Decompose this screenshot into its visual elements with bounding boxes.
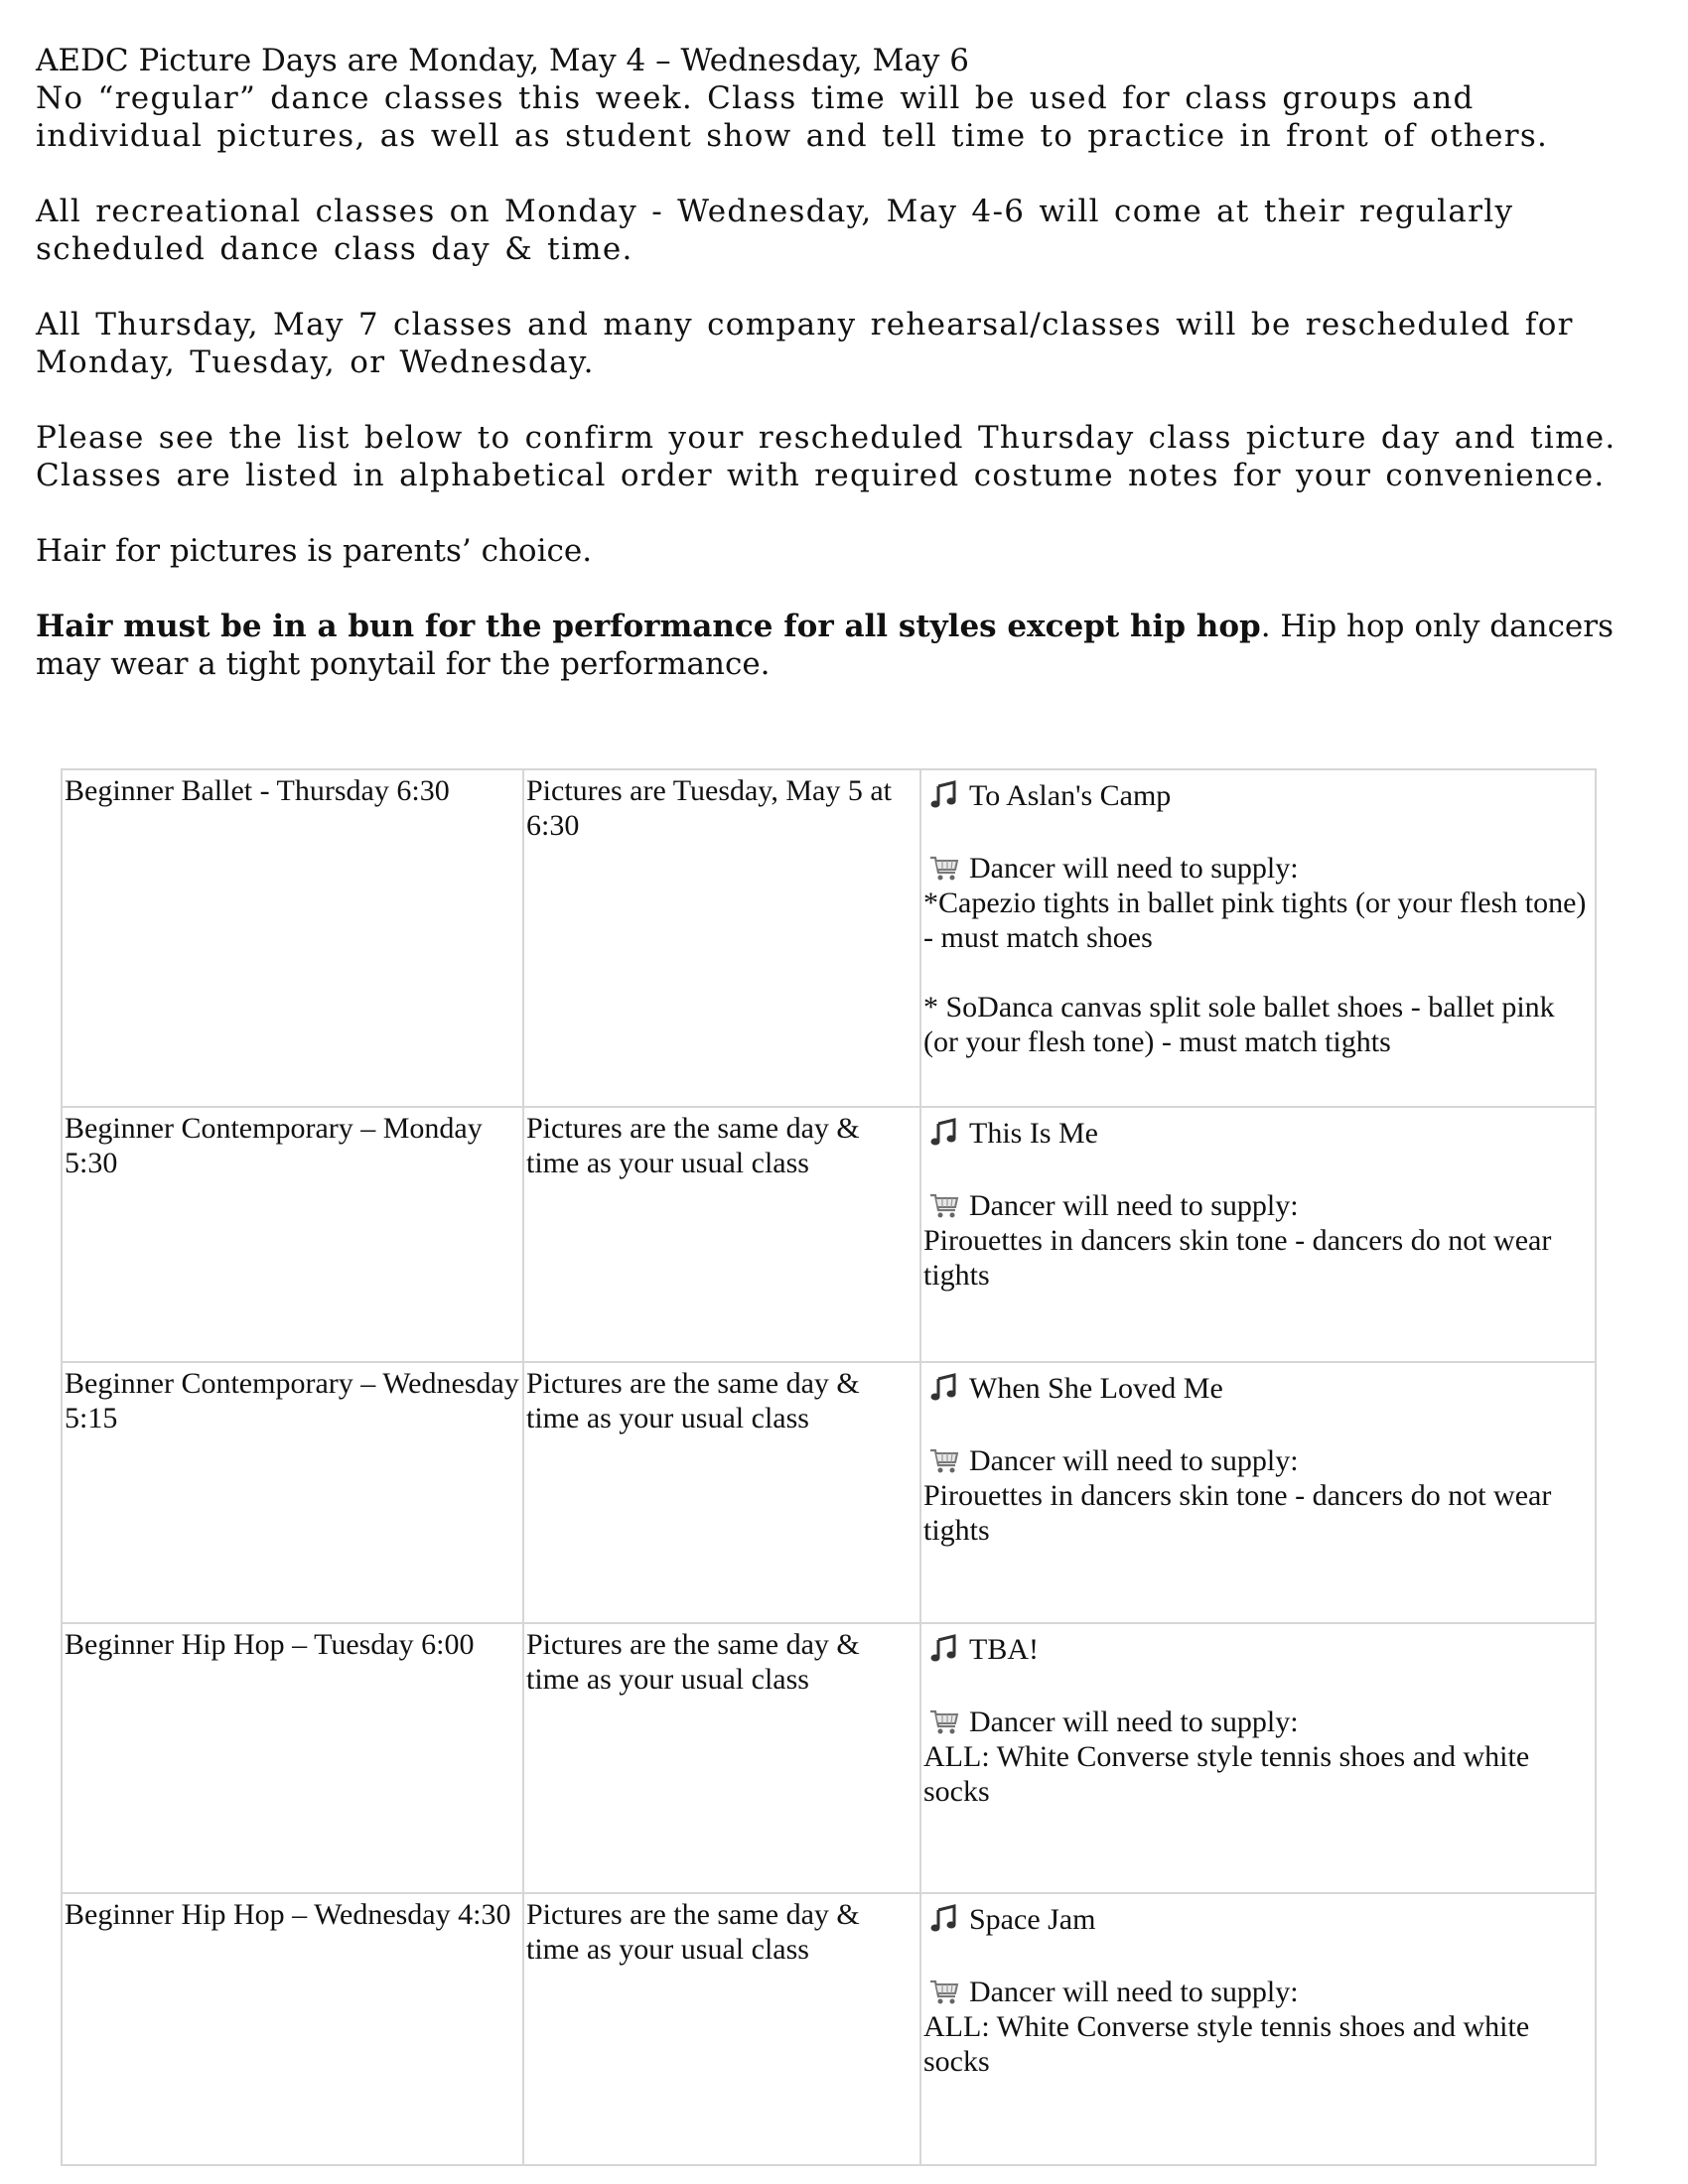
music-note-icon bbox=[929, 1904, 959, 1934]
shopping-cart-icon bbox=[929, 1977, 959, 2006]
song-title: TBA! bbox=[969, 1633, 1039, 1666]
class-name-cell bbox=[62, 1623, 523, 1893]
hair-note bbox=[36, 608, 1654, 683]
table-row bbox=[62, 1893, 1596, 2165]
supply-line bbox=[923, 1443, 1593, 1478]
intro-paragraph-4: Please see the list below to confirm your rescheduled Thursday class picture day and time. Classes are listed in alphabetical order with required costume notes for your convenience. bbox=[36, 420, 1617, 493]
supply-item: ALL: White Converse style tennis shoes and white socks bbox=[923, 1740, 1530, 1808]
costume-notes-cell bbox=[920, 1362, 1596, 1623]
title-line: AEDC Picture Days are Monday, May 4 – Wednesday, May 6 bbox=[36, 43, 969, 78]
supply-item: Pirouettes in dancers skin tone - dancers do not wear tights bbox=[923, 1224, 1552, 1292]
picture-time: Pictures are the same day & time as your usual class bbox=[526, 1112, 860, 1179]
supply-item: ALL: White Converse style tennis shoes and white socks bbox=[923, 2010, 1530, 2078]
intro-paragraph-2: All recreational classes on Monday - Wednesday, May 4-6 will come at their regularly scheduled dance class day & time. bbox=[36, 194, 1514, 267]
song-title: Space Jam bbox=[969, 1903, 1096, 1936]
song-title: This Is Me bbox=[969, 1117, 1098, 1150]
hair-note-rest: . Hip hop only dancers may wear a tight ponytail for the performance. bbox=[36, 609, 1615, 682]
table-row bbox=[62, 769, 1596, 1107]
picture-time: Pictures are Tuesday, May 5 at 6:30 bbox=[526, 774, 892, 842]
intro-text bbox=[36, 42, 1654, 683]
costume-notes-cell bbox=[920, 1623, 1596, 1893]
class-name-cell bbox=[62, 1893, 523, 2165]
table-row bbox=[62, 1107, 1596, 1362]
supply-item: Pirouettes in dancers skin tone - dancers do not wear tights bbox=[923, 1479, 1552, 1547]
supply-item: *Capezio tights in ballet pink tights (or your flesh tone) - must match shoes bbox=[923, 887, 1587, 954]
supply-label: Dancer will need to supply: bbox=[969, 1444, 1299, 1477]
shopping-cart-icon bbox=[929, 1445, 959, 1475]
supply-line bbox=[923, 1188, 1593, 1223]
costume-notes-cell bbox=[920, 1893, 1596, 2165]
class-schedule-table bbox=[61, 768, 1597, 2166]
supply-label: Dancer will need to supply: bbox=[969, 1706, 1299, 1738]
costume-notes-cell bbox=[920, 769, 1596, 1107]
song-line bbox=[923, 778, 1593, 813]
song-title: To Aslan's Camp bbox=[969, 779, 1172, 812]
costume-notes-cell bbox=[920, 1107, 1596, 1362]
supply-line bbox=[923, 851, 1593, 886]
class-name-cell bbox=[62, 769, 523, 1107]
hair-note-bold: Hair must be in a bun for the performance for all styles except hip hop bbox=[36, 609, 1261, 644]
picture-time-cell bbox=[523, 769, 920, 1107]
music-note-icon bbox=[929, 1373, 959, 1403]
song-line bbox=[923, 1902, 1593, 1937]
supply-label: Dancer will need to supply: bbox=[969, 1976, 1299, 2008]
music-note-icon bbox=[929, 780, 959, 810]
class-name: Beginner Hip Hop – Wednesday 4:30 bbox=[65, 1898, 511, 1931]
supply-item: * SoDanca canvas split sole ballet shoes - ballet pink (or your flesh tone) - must match tights bbox=[923, 991, 1555, 1058]
table-row bbox=[62, 1623, 1596, 1893]
picture-time: Pictures are the same day & time as your usual class bbox=[526, 1367, 860, 1434]
music-note-icon bbox=[929, 1118, 959, 1148]
picture-time-cell bbox=[523, 1893, 920, 2165]
shopping-cart-icon bbox=[929, 853, 959, 883]
class-name: Beginner Ballet - Thursday 6:30 bbox=[65, 774, 450, 807]
picture-time: Pictures are the same day & time as your usual class bbox=[526, 1898, 860, 1966]
song-title: When She Loved Me bbox=[969, 1372, 1223, 1405]
picture-time-cell bbox=[523, 1107, 920, 1362]
picture-time-cell bbox=[523, 1362, 920, 1623]
music-note-icon bbox=[929, 1634, 959, 1664]
shopping-cart-icon bbox=[929, 1190, 959, 1220]
shopping-cart-icon bbox=[929, 1706, 959, 1736]
song-line bbox=[923, 1116, 1593, 1151]
supply-label: Dancer will need to supply: bbox=[969, 852, 1299, 885]
supply-label: Dancer will need to supply: bbox=[969, 1189, 1299, 1222]
intro-paragraph-1: No “regular” dance classes this week. Class time will be used for class groups and individual pictures, as well as student show and tell time to practice in front of others. bbox=[36, 80, 1549, 154]
song-line bbox=[923, 1632, 1593, 1667]
song-line bbox=[923, 1371, 1593, 1406]
intro-paragraph-3: All Thursday, May 7 classes and many company rehearsal/classes will be rescheduled for Monday, Tuesday, or Wednesday. bbox=[36, 307, 1574, 380]
table-row bbox=[62, 1362, 1596, 1623]
class-name-cell bbox=[62, 1362, 523, 1623]
supply-line bbox=[923, 1705, 1593, 1739]
intro-paragraph-5: Hair for pictures is parents’ choice. bbox=[36, 533, 593, 569]
class-name: Beginner Contemporary – Monday 5:30 bbox=[65, 1112, 483, 1179]
class-name: Beginner Contemporary – Wednesday 5:15 bbox=[65, 1367, 519, 1434]
supply-line bbox=[923, 1975, 1593, 2009]
picture-time-cell bbox=[523, 1623, 920, 1893]
class-name-cell bbox=[62, 1107, 523, 1362]
class-name: Beginner Hip Hop – Tuesday 6:00 bbox=[65, 1628, 475, 1661]
picture-time: Pictures are the same day & time as your usual class bbox=[526, 1628, 860, 1696]
